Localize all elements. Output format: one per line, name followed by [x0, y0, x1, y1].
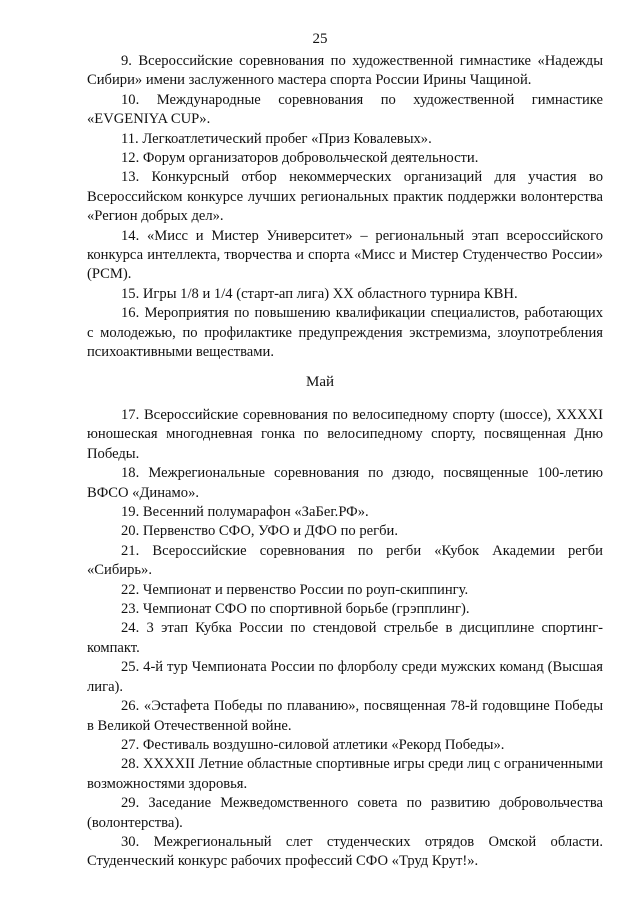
list-item-22: 22. Чемпионат и первенство России по роуп-скиппингу. — [121, 581, 469, 598]
page-number: 25 — [312, 31, 328, 47]
list-item-26: 26. «Эстафета Победы по плаванию», посвященная 78-й годовщине Победы в Великой Отечественной войне. — [87, 698, 603, 734]
list-item-16: 16. Мероприятия по повышению квалификации специалистов, работающих с молодежью, по профилактике предупреждения экстремизма, злоупотребления психоактивными веществами. — [87, 305, 603, 361]
list-item-14: 14. «Мисс и Мистер Университет» – региональный этап всероссийского конкурса интеллекта, творчества и спорта «Мисс и Мистер Студенчество России» (РСМ). — [87, 227, 603, 283]
event-list-april — [87, 52, 603, 363]
list-item-27: 27. Фестиваль воздушно-силовой атлетики «Рекорд Победы». — [121, 736, 505, 753]
list-item-19: 19. Весенний полумарафон «ЗаБег.РФ». — [121, 504, 369, 521]
section-heading-may: Май — [305, 374, 335, 390]
list-item-17: 17. Всероссийские соревнования по велосипедному спорту (шоссе), XXXXI юношеская многодневная гонка по велосипедному спорту, посвященная Дню Победы. — [87, 407, 603, 462]
list-item-18: 18. Межрегиональные соревнования по дзюдо, посвященные 100-летию ВФСО «Динамо». — [87, 465, 603, 501]
list-item-21: 21. Всероссийские соревнования по регби «Кубок Академии регби «Сибирь». — [87, 542, 603, 579]
list-item-11: 11. Легкоатлетический пробег «Приз Ковалевых». — [121, 130, 432, 147]
list-item-25: 25. 4-й тур Чемпионата России по флорболу среди мужских команд (Высшая лига). — [87, 659, 603, 695]
event-list-may — [87, 406, 603, 872]
list-item-28: 28. XXXXII Летние областные спортивные игры среди лиц с ограниченными возможностями здоровья. — [87, 756, 603, 792]
list-item-24: 24. 3 этап Кубка России по стендовой стрельбе в дисциплине спортинг-компакт. — [87, 620, 603, 656]
list-item-29: 29. Заседание Межведомственного совета по развитию добровольчества (волонтерства). — [87, 795, 603, 831]
list-item-23: 23. Чемпионат СФО по спортивной борьбе (грэпплинг). — [121, 601, 470, 618]
list-item-10: 10. Международные соревнования по художественной гимнастике «EVGENIYA CUP». — [87, 91, 603, 128]
list-item-9: 9. Всероссийские соревнования по художественной гимнастике «Надежды Сибири» имени заслуженного мастера спорта России Ирины Чащиной. — [87, 53, 603, 89]
list-item-20: 20. Первенство СФО, УФО и ДФО по регби. — [121, 523, 399, 540]
list-item-13: 13. Конкурсный отбор некоммерческих организаций для участия во Всероссийском конкурсе лучших региональных практик поддержки волонтерства «Регион добрых дел». — [87, 169, 603, 225]
list-item-12: 12. Форум организаторов добровольческой деятельности. — [121, 150, 479, 167]
list-item-30: 30. Межрегиональный слет студенческих отрядов Омской области. Студенческий конкурс рабочих профессий СФО «Труд Крут!». — [87, 833, 603, 870]
list-item-15: 15. Игры 1/8 и 1/4 (старт-ап лига) XX областного турнира КВН. — [121, 285, 518, 302]
